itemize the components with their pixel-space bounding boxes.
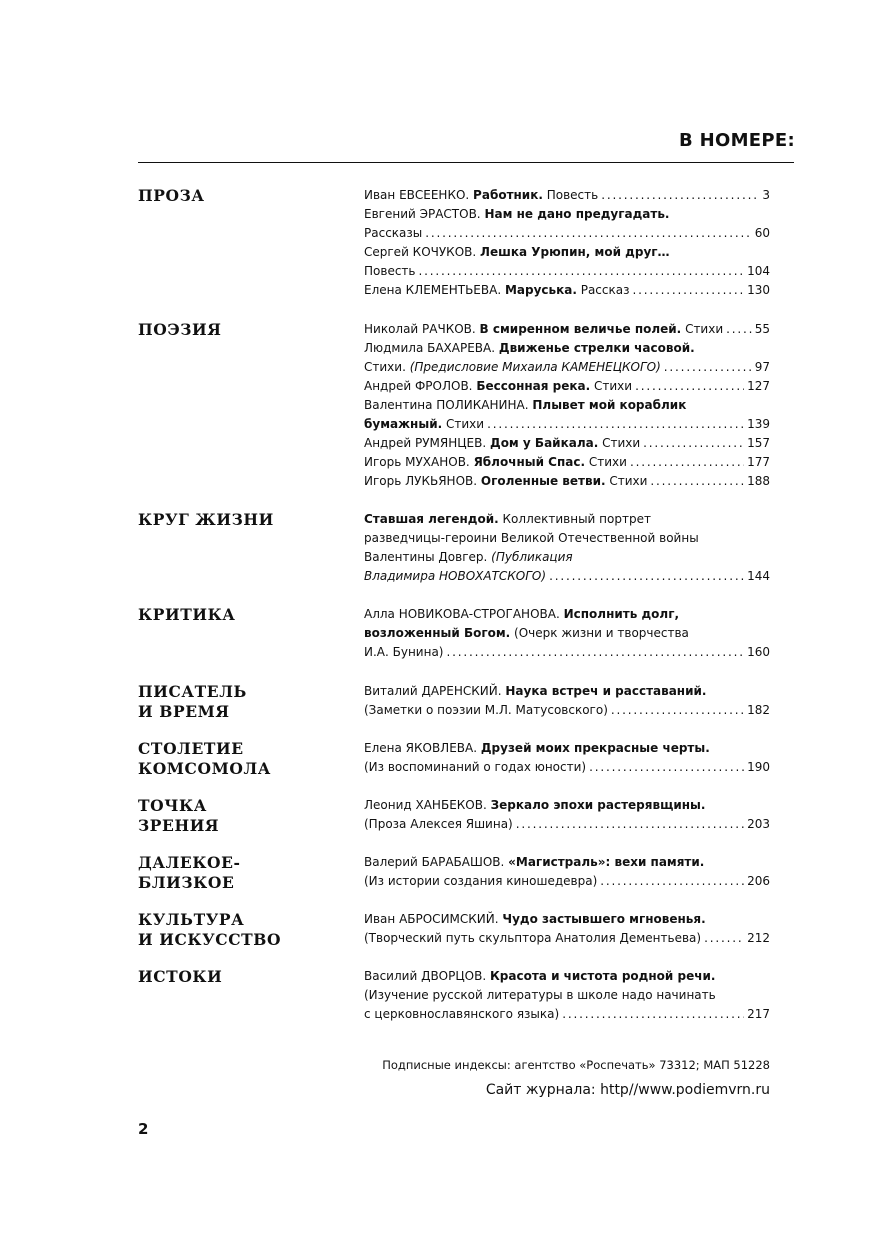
dot-leader (643, 434, 744, 453)
dot-leader (664, 358, 752, 377)
entry-text-part: (Заметки о поэзии М.Л. Матусовского) (364, 703, 608, 717)
entry-text-part: Василий ДВОРЦОВ. (364, 969, 490, 983)
section-title: ПРОЗА (138, 186, 205, 205)
section-title: КРИТИКА (138, 605, 236, 624)
dot-leader (704, 929, 744, 948)
entry-line (364, 224, 770, 243)
entry-text-part: Стихи (585, 455, 627, 469)
section-title: ПИСАТЕЛЬ И ВРЕМЯ (138, 682, 247, 721)
entry-page-number: 160 (747, 645, 770, 659)
entry-text (364, 510, 651, 529)
entry-text (364, 205, 669, 224)
entry-line (364, 605, 770, 624)
entry-text-part: Повесть (364, 264, 416, 278)
entry-line (364, 358, 770, 377)
entry-text (364, 853, 704, 872)
entry-page-number: 60 (754, 226, 770, 240)
section-title: СТОЛЕТИЕ КОМСОМОЛА (138, 739, 271, 778)
entry-text-part: Сергей КОЧУКОВ. (364, 245, 481, 259)
entry-line (364, 320, 770, 339)
entry-text (364, 682, 706, 701)
entry-line (364, 567, 770, 586)
entry-text-part: Яблочный Спас. (473, 455, 586, 469)
entry-page-number: 206 (747, 874, 770, 888)
entry-text (364, 472, 647, 491)
entry-line (364, 872, 770, 891)
entry-text-part: (Из воспоминаний о годах юности) (364, 760, 587, 774)
entry-text-part: Коллективный портрет (498, 512, 651, 526)
entry-line (364, 624, 770, 643)
entry-text (364, 986, 716, 1005)
section-title: КРУГ ЖИЗНИ (138, 510, 274, 529)
entry-text-part: Елена ЯКОВЛЕВА. (364, 741, 481, 755)
entry-text-part: (Публикация (491, 550, 573, 564)
entry-text-part: Елена КЛЕМЕНТЬЕВА. (364, 283, 505, 297)
section-title: ДАЛЕКОЕ- БЛИЗКОЕ (138, 853, 241, 892)
entry-line (364, 281, 770, 300)
entry-text-part: Стихи (605, 474, 648, 488)
entry-page-number: 212 (747, 931, 770, 945)
entry-line (364, 758, 770, 777)
entry-line (364, 510, 770, 529)
entry-text (364, 529, 699, 548)
entry-text-part: (Творческий путь скульптора Анатолия Дементьева) (364, 931, 702, 945)
entry-text-part: бумажный. (364, 417, 443, 431)
entry-text-part: Валерий БАРАБАШОВ. (364, 855, 509, 869)
entry-text-part: Наука встреч и расставаний. (505, 684, 707, 698)
entry-text (364, 281, 630, 300)
entry-text-part: И.А. Бунина) (364, 645, 444, 659)
entry-text-part: Оголенные ветви. (480, 474, 606, 488)
entry-line (364, 739, 770, 758)
entry-text-part: Друзей моих прекрасные черты. (480, 741, 710, 755)
entry-text-part: Стихи. (364, 360, 410, 374)
entry-text-part: Андрей ФРОЛОВ. (364, 379, 477, 393)
entry-text-part: Людмила БАХАРЕВА. (364, 341, 499, 355)
section-entries (364, 910, 770, 948)
entry-page-number: 217 (747, 1007, 770, 1021)
entry-line (364, 853, 770, 872)
entry-text (364, 1005, 559, 1024)
dot-leader (726, 320, 752, 339)
dot-leader (487, 415, 744, 434)
entry-text (364, 910, 706, 929)
entry-line (364, 643, 770, 662)
dot-leader (425, 224, 751, 243)
entry-line (364, 986, 770, 1005)
entry-page-number: 203 (747, 817, 770, 831)
entry-text (364, 243, 670, 262)
entry-text-part: Стихи (590, 379, 633, 393)
entry-page-number: 139 (747, 417, 770, 431)
section-entries (364, 796, 770, 834)
entry-text-part: Стихи (442, 417, 485, 431)
entry-text-part: Плывет мой кораблик (532, 398, 687, 412)
section-entries (364, 853, 770, 891)
entry-line (364, 472, 770, 491)
entry-page-number: 97 (754, 360, 770, 374)
dot-leader (447, 643, 745, 662)
entry-text (364, 967, 715, 986)
entry-text-part: Дом у Байкала. (490, 436, 599, 450)
entry-text (364, 929, 701, 948)
entry-text (364, 739, 710, 758)
entry-text-part: Валентины Довгер. (364, 550, 492, 564)
entry-text (364, 396, 686, 415)
entry-text (364, 358, 661, 377)
entry-text-part: Стихи (598, 436, 641, 450)
entry-text-part: Николай РАЧКОВ. (364, 322, 480, 336)
journal-website: Сайт журнала: http//www.podiemvrn.ru (485, 1082, 770, 1098)
entry-text-part: Исполнить долг, (563, 607, 680, 621)
entry-text (364, 339, 695, 358)
dot-leader (633, 281, 745, 300)
section-entries (364, 605, 770, 662)
entry-page-number: 127 (747, 379, 770, 393)
entry-text-part: Евгений ЭРАСТОВ. (364, 207, 485, 221)
entry-text-part: Игорь ЛУКЬЯНОВ. (364, 474, 481, 488)
entry-line (364, 243, 770, 262)
entry-text-part: разведчицы-героини Великой Отечественной войны (364, 531, 699, 545)
dot-leader (650, 472, 744, 491)
section-entries (364, 739, 770, 777)
dot-leader (635, 377, 744, 396)
section-title: ПОЭЗИЯ (138, 320, 222, 339)
entry-page-number: 182 (747, 703, 770, 717)
entry-text (364, 567, 546, 586)
entry-line (364, 1005, 770, 1024)
entry-page-number: 157 (747, 436, 770, 450)
entry-line (364, 434, 770, 453)
entry-text-part: Рассказы (364, 226, 423, 240)
entry-text-part: возложенный Богом. (364, 626, 511, 640)
entry-text-part: Рассказ (576, 283, 630, 297)
entry-page-number: 104 (747, 264, 770, 278)
entry-text (364, 224, 422, 243)
entry-text-part: Маруська. (504, 283, 577, 297)
entry-text (364, 701, 608, 720)
entry-text-part: Лешка Урюпин, мой друг… (480, 245, 670, 259)
entry-text-part: (Очерк жизни и творчества (510, 626, 689, 640)
entry-text-part: Иван ЕВСЕЕНКО. (364, 188, 474, 202)
header-divider (138, 162, 794, 163)
entry-page-number: 188 (747, 474, 770, 488)
entry-line (364, 205, 770, 224)
entry-text-part: Владимира НОВОХАТСКОГО) (364, 569, 547, 583)
entry-line (364, 377, 770, 396)
entry-text (364, 815, 513, 834)
entry-page-number: 144 (747, 569, 770, 583)
entry-text-part: Чудо застывшего мгновенья. (502, 912, 706, 926)
entry-text-part: Бессонная река. (476, 379, 591, 393)
entry-line (364, 815, 770, 834)
dot-leader (600, 872, 744, 891)
entry-text-part: (Изучение русской литературы в школе надо начинать (364, 988, 716, 1002)
dot-leader (630, 453, 744, 472)
entry-line (364, 415, 770, 434)
dot-leader (611, 701, 744, 720)
entry-line (364, 701, 770, 720)
entry-page-number: 55 (754, 322, 770, 336)
entry-line (364, 529, 770, 548)
entry-text (364, 605, 679, 624)
section-title: ТОЧКА ЗРЕНИЯ (138, 796, 220, 835)
entry-page-number: 3 (762, 188, 770, 202)
entry-text-part: Повесть (542, 188, 599, 202)
entry-line (364, 548, 770, 567)
entry-text (364, 186, 598, 205)
entry-line (364, 186, 770, 205)
entry-text-part: Иван АБРОСИМСКИЙ. (364, 912, 503, 926)
entry-text-part: Игорь МУХАНОВ. (364, 455, 474, 469)
entry-text-part: Красота и чистота родной речи. (489, 969, 716, 983)
entry-line (364, 796, 770, 815)
dot-leader (549, 567, 744, 586)
entry-text-part: (Из истории создания киношедевра) (364, 874, 598, 888)
subscription-indexes: Подписные индексы: агентство «Роспечать» 73312; МАП 51228 (382, 1058, 770, 1072)
entry-text-part: Зеркало эпохи растерявщины. (490, 798, 706, 812)
header-title: В НОМЕРЕ: (679, 130, 795, 151)
page-number: 2 (138, 1120, 149, 1138)
entry-line (364, 910, 770, 929)
section-entries (364, 320, 770, 491)
entry-text-part: «Магистраль»: вехи памяти. (508, 855, 705, 869)
entry-text-part: Стихи (681, 322, 724, 336)
entry-text-part: Нам не дано предугадать. (484, 207, 670, 221)
entry-text-part: Работник. (473, 188, 543, 202)
entry-text (364, 262, 415, 281)
section-title: ИСТОКИ (138, 967, 223, 986)
dot-leader (601, 186, 759, 205)
section-entries (364, 682, 770, 720)
entry-text (364, 758, 586, 777)
entry-text-part: (Проза Алексея Яшина) (364, 817, 513, 831)
entry-text-part: с церковнославянского языка) (364, 1007, 560, 1021)
entry-text (364, 624, 689, 643)
entry-text-part: Валентина ПОЛИКАНИНА. (364, 398, 533, 412)
entry-line (364, 396, 770, 415)
entry-text (364, 434, 640, 453)
dot-leader (418, 262, 744, 281)
dot-leader (562, 1005, 744, 1024)
section-entries (364, 967, 770, 1024)
entry-line (364, 339, 770, 358)
section-entries (364, 510, 770, 586)
entry-text (364, 872, 597, 891)
entry-line (364, 967, 770, 986)
entry-text (364, 415, 484, 434)
entry-text (364, 548, 573, 567)
entry-text (364, 453, 627, 472)
section-title: КУЛЬТУРА И ИСКУССТВО (138, 910, 282, 949)
entry-text (364, 320, 723, 339)
entry-text-part: В смиренном величье полей. (479, 322, 682, 336)
entry-line (364, 929, 770, 948)
entry-text-part: (Предисловие Михаила КАМЕНЕЦКОГО) (409, 360, 661, 374)
entry-page-number: 130 (747, 283, 770, 297)
entry-text-part: Ставшая легендой. (364, 512, 499, 526)
dot-leader (516, 815, 744, 834)
entry-page-number: 177 (747, 455, 770, 469)
dot-leader (589, 758, 744, 777)
entry-text (364, 643, 444, 662)
entry-page-number: 190 (747, 760, 770, 774)
entry-text (364, 796, 705, 815)
entry-text-part: Леонид ХАНБЕКОВ. (364, 798, 491, 812)
entry-line (364, 682, 770, 701)
section-entries (364, 186, 770, 300)
entry-line (364, 453, 770, 472)
entry-text-part: Андрей РУМЯНЦЕВ. (364, 436, 490, 450)
entry-text (364, 377, 632, 396)
entry-text-part: Виталий ДАРЕНСКИЙ. (364, 684, 506, 698)
entry-text-part: Движенье стрелки часовой. (498, 341, 695, 355)
entry-text-part: Алла НОВИКОВА-СТРОГАНОВА. (364, 607, 564, 621)
entry-line (364, 262, 770, 281)
